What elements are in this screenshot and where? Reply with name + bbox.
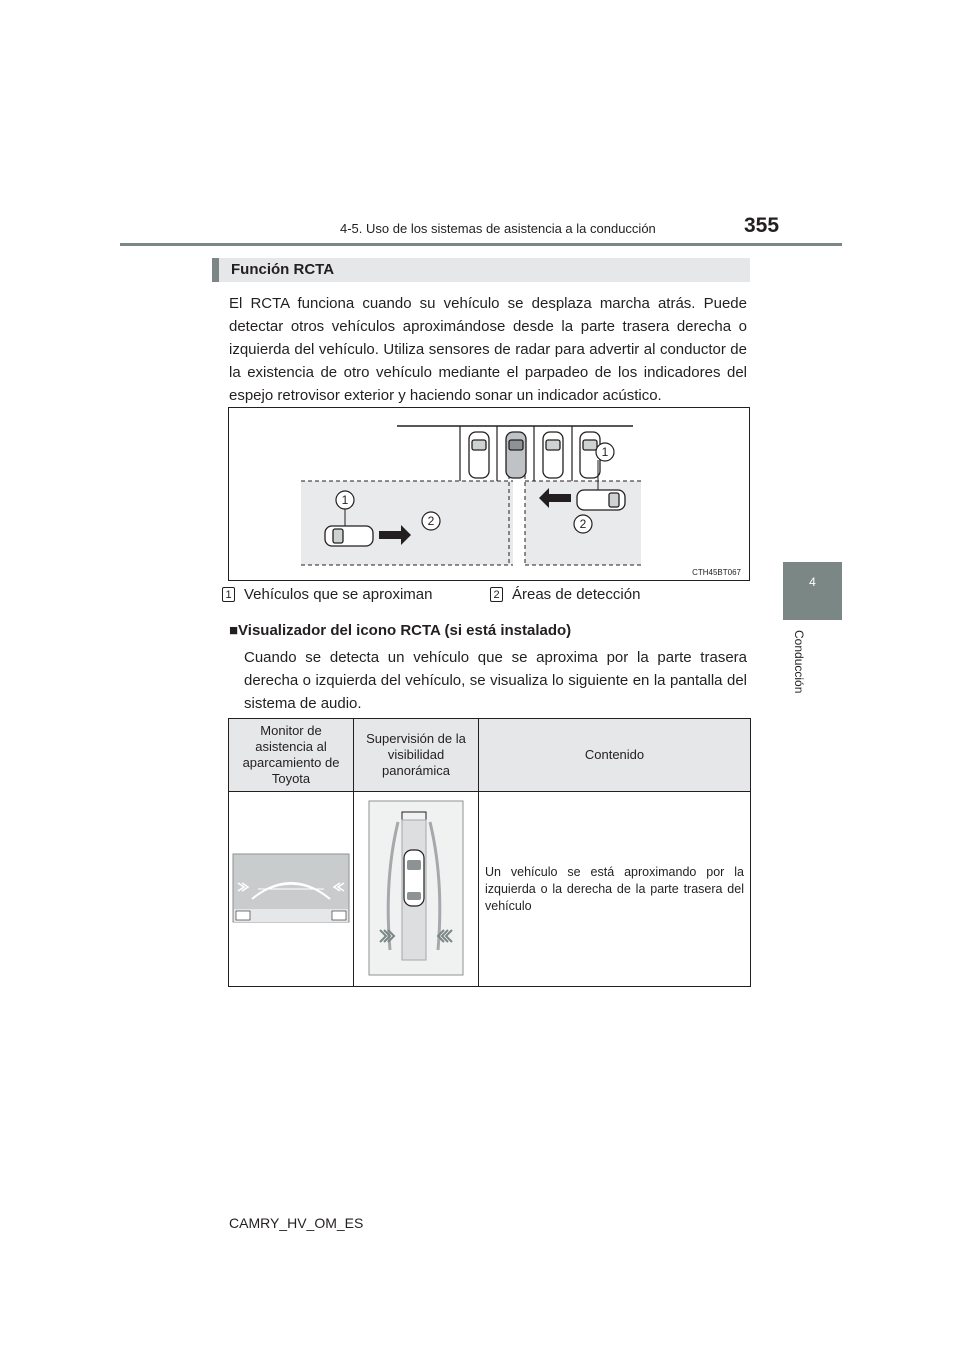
rear-camera-screen-image [232, 853, 350, 923]
parking-monitor-image-cell [229, 792, 354, 987]
section-heading: Función RCTA [212, 258, 750, 282]
callout-2-right-label: 2 [579, 517, 587, 531]
panoramic-monitor-image-cell [354, 792, 479, 987]
rcta-icon-table [228, 718, 751, 987]
legend-label: Áreas de detección [512, 586, 641, 603]
sub-heading: ■Visualizador del icono RCTA (si está instalado) [229, 622, 572, 639]
legend-item-1 [222, 586, 432, 603]
footer-model-code: CAMRY_HV_OM_ES [229, 1215, 364, 1231]
header-rule [120, 243, 842, 246]
rcta-illustration [228, 407, 750, 581]
body-paragraph: El RCTA funciona cuando su vehículo se desplaza marcha atrás. Puede detectar otros vehículos aproximándose desde la parte trasera derecha o izquierda del vehículo. Utiliza sensores de radar para advertir al conductor de la existencia de otro vehículo mediante el parpadeo de los indicadores del espejo retrovisor exterior y haciendo sonar un indicador acústico. [229, 295, 747, 404]
callout-1-left-label: 1 [341, 493, 349, 507]
page-number: 355 [744, 214, 780, 237]
parking-lot-diagram [229, 408, 749, 580]
table-content-cell: Un vehículo se está aproximando por la izquierda o la derecha de la parte trasera del vehículo [479, 792, 751, 987]
callout-1-right-label: 1 [601, 445, 609, 459]
chapter-tab-label: Conducción [792, 630, 806, 694]
panoramic-view-screen-image [368, 800, 464, 976]
chapter-tab-number: 4 [809, 575, 816, 589]
table-header-cell: Contenido [479, 719, 751, 792]
legend-item-2 [490, 586, 640, 603]
chapter-tab [783, 562, 842, 620]
figure-code: CTH45BT067 [692, 568, 741, 577]
legend-label: Vehículos que se aproximan [244, 586, 433, 603]
sub-paragraph: Cuando se detecta un vehículo que se aproxima por la parte trasera derecha o izquierda del vehículo, se visualiza lo siguiente en la pantalla del sistema de audio. [244, 649, 747, 712]
callout-2-left-label: 2 [427, 514, 435, 528]
legend-number-badge: 1 [222, 587, 235, 602]
header-section-title: 4-5. Uso de los sistemas de asistencia a la conducción [340, 221, 656, 236]
table-row [229, 792, 751, 987]
table-header-row [229, 719, 751, 792]
table-header-cell: Monitor de asistencia al aparcamiento de Toyota [229, 719, 354, 792]
legend-number-badge: 2 [490, 587, 503, 602]
table-header-cell: Supervisión de la visibilidad panorámica [354, 719, 479, 792]
